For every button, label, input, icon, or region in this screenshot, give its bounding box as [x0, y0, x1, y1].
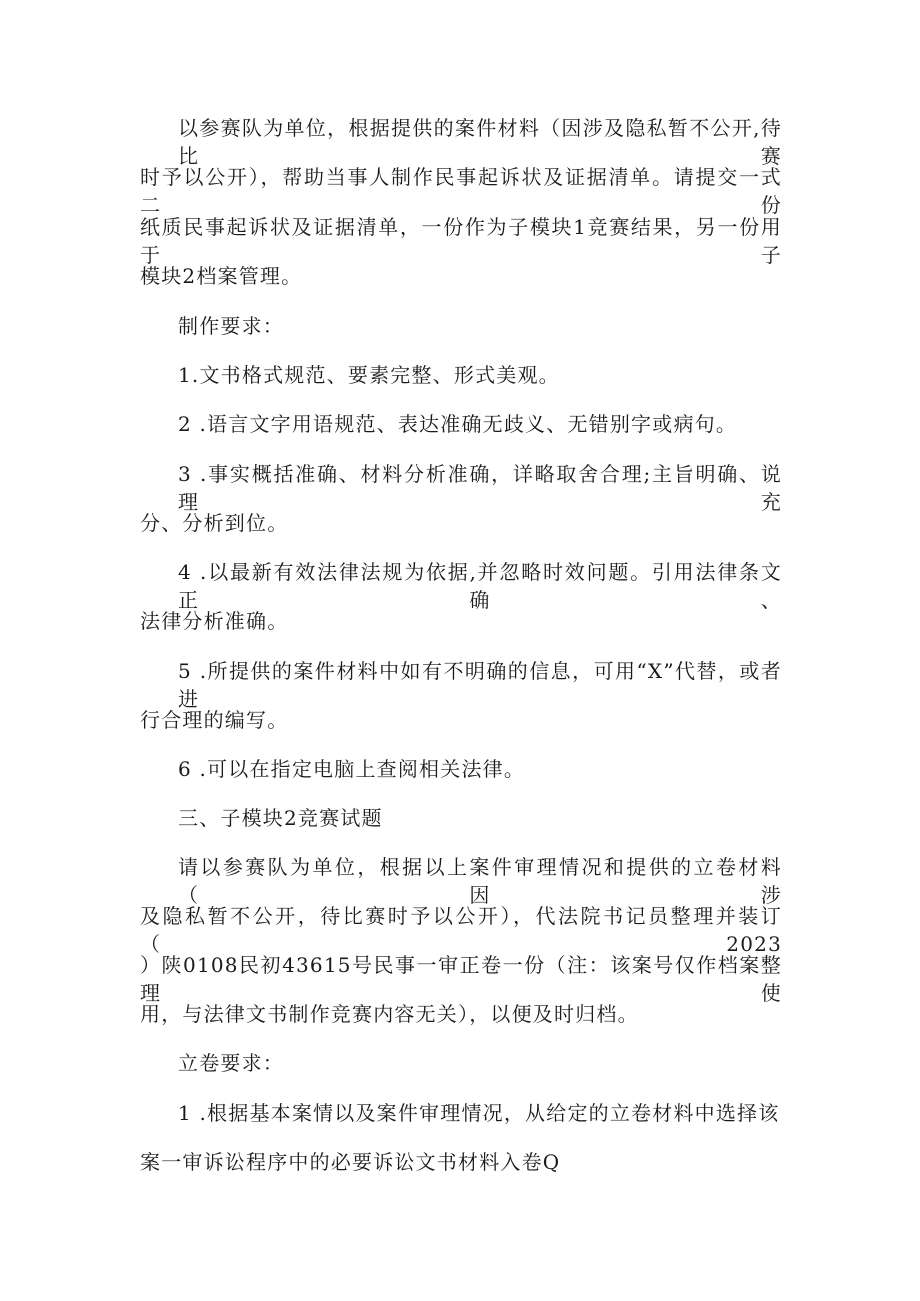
paragraph-1-line-4: 模块2档案管理。 — [140, 264, 303, 288]
section-heading: 三、子模块2竞赛试题 — [178, 806, 383, 830]
paragraph-1-line-3: 纸质民事起诉状及证据清单，一份作为子模块1竞赛结果，另一份用于子 — [140, 215, 782, 267]
requirement-6: 6 .可以在指定电脑上查阅相关法律。 — [178, 757, 526, 781]
paragraph-2-line-1: 请以参赛队为单位，根据以上案件审理情况和提供的立卷材料（因涉 — [178, 855, 782, 907]
paragraph-2-line-3: ）陕0108民初43615号民事一审正卷一份（注：该案号仅作档案整理使 — [140, 953, 782, 1005]
requirement-5-line-1: 5 .所提供的案件材料中如有不明确的信息，可用“X”代替，或者进 — [178, 659, 782, 711]
requirement-4-line-2: 法律分析准确。 — [140, 609, 289, 633]
requirement-3-line-2: 分、分析到位。 — [140, 511, 289, 535]
paragraph-1-line-2: 时予以公开），帮助当事人制作民事起诉状及证据清单。请提交一式二份 — [140, 165, 782, 217]
filing-requirement-1-line-1: 1 .根据基本案情以及案件审理情况，从给定的立卷材料中选择该 — [178, 1101, 780, 1125]
paragraph-1-line-1: 以参赛队为单位，根据提供的案件材料（因涉及隐私暂不公开,待比赛 — [178, 116, 782, 168]
filing-requirement-1-line-2: 案一审诉讼程序中的必要诉讼文书材料入卷Q — [140, 1150, 561, 1174]
paragraph-2-line-2: 及隐私暂不公开，待比赛时予以公开），代法院书记员整理并装订（2023 — [140, 904, 782, 956]
requirement-4-line-1: 4 .以最新有效法律法规为依据,并忽略时效问题。引用法律条文正确、 — [178, 560, 782, 612]
requirements-heading: 制作要求： — [178, 314, 284, 338]
requirement-2: 2 .语言文字用语规范、表达准确无歧义、无错别字或病句。 — [178, 412, 738, 436]
requirement-5-line-2: 行合理的编写。 — [140, 708, 289, 732]
requirement-3-line-1: 3 .事实概括准确、材料分析准确，详略取舍合理;主旨明确、说理充 — [178, 462, 782, 514]
paragraph-2-line-4: 用，与法律文书制作竞赛内容无关），以便及时归档。 — [140, 1002, 639, 1026]
requirement-1: 1.文书格式规范、要素完整、形式美观。 — [178, 363, 560, 387]
filing-requirements-heading: 立卷要求： — [178, 1051, 284, 1075]
